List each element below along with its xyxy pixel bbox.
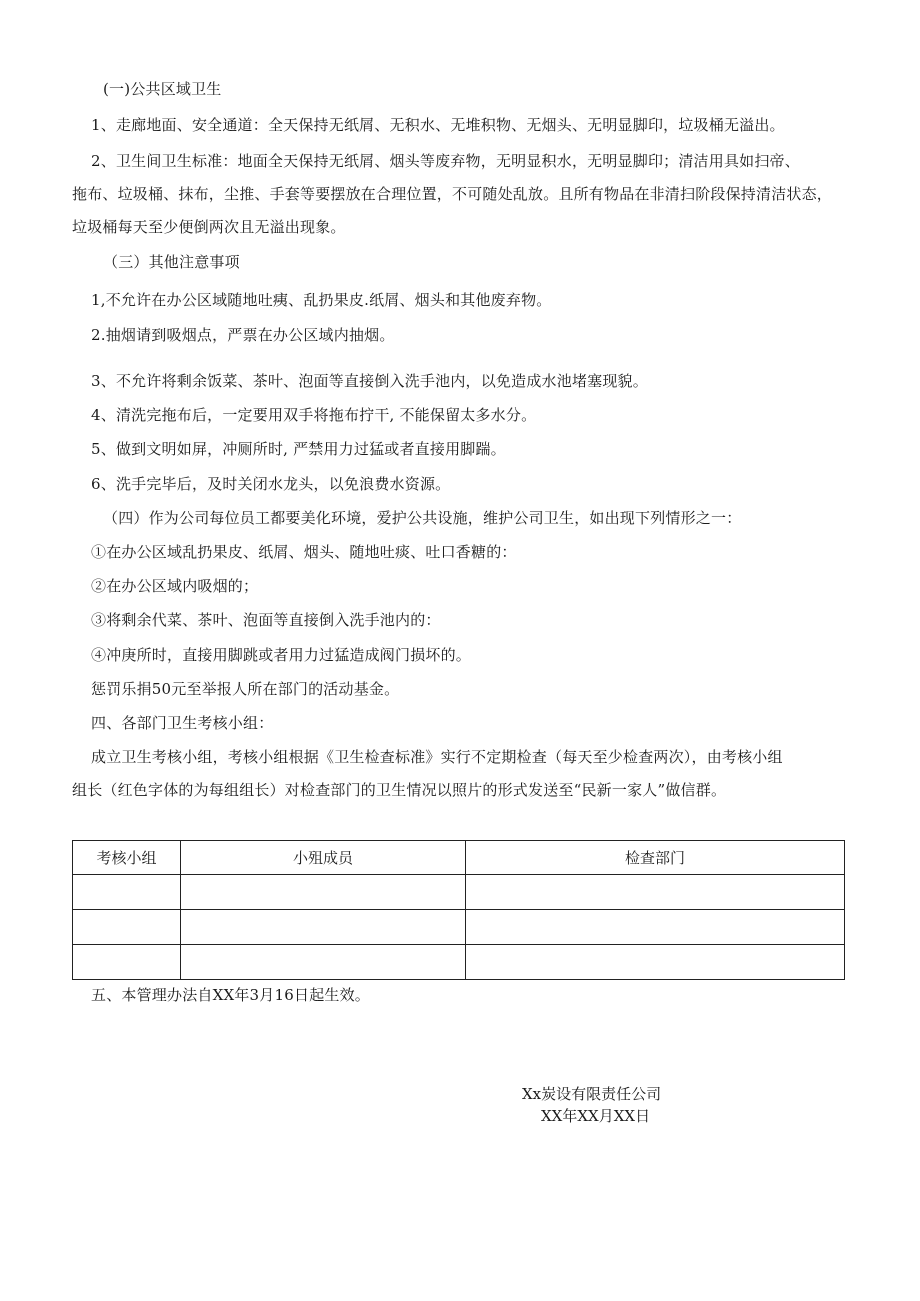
other-note-2: 2.抽烟请到吸烟点，严票在办公区域内抽烟。 (91, 326, 395, 344)
other-note-6: 6、洗手完毕后，及时关闭水龙头，以免浪费水资源。 (91, 475, 451, 493)
public-area-item-1: 1、走廊地面、安全通道：全天保持无纸屑、无积水、无堆积物、无烟头、无明显脚印，垃圾桶无溢出。 (91, 116, 785, 134)
penalty-result: 惩罚乐捐50元至举报人所在部门的活动基金。 (91, 680, 400, 698)
header-members: 小殂成员 (181, 841, 466, 875)
table-row (73, 875, 845, 910)
signature-date: XX年XX月XX日 (541, 1107, 651, 1125)
penalty-case-2: ②在办公区域内吸烟的； (91, 577, 259, 595)
team-paragraph-line-1: 成立卫生考核小组，考核小组根据《卫生检查标准》实行不定期检查（每天至少检查两次），由考核小组 (91, 748, 783, 766)
public-area-item-2-line-2: 拖布、垃圾桶、抹布，尘推、手套等要摆放在合理位置，不可随处乱放。且所有物品在非清扫阶段保持清洁状态， (72, 185, 833, 203)
inspection-team-table (72, 840, 845, 980)
signature-company: Xx炭设有限责任公司 (522, 1085, 662, 1103)
table-row (73, 945, 845, 980)
other-note-3: 3、不允许将剩余饭菜、茶叶、泡面等直接倒入洗手池内，以免造成水池堵塞现貌。 (91, 372, 648, 390)
other-note-1: 1,不允许在办公区域随地吐痍、乱扔果皮.纸屑、烟头和其他废弃物。 (91, 291, 552, 309)
table-header-row (73, 841, 845, 875)
table-cell (466, 875, 845, 910)
table-cell (181, 875, 466, 910)
penalty-case-3: ③将剩余代菜、茶叶、泡面等直接倒入洗手池内的： (91, 611, 441, 629)
public-area-item-2-line-1: 2、卫生间卫生标准：地面全天保持无纸屑、烟头等废弃物，无明显积水，无明显脚印；清洁用具如扫帝、 (91, 152, 800, 170)
other-note-5: 5、做到文明如屏，冲厕所时, 严禁用力过猛或者直接用脚踹。 (91, 440, 506, 458)
effective-date-clause: 五、本管理办法自XX年3月16日起生效。 (91, 986, 370, 1004)
public-area-item-2-line-3: 垃圾桶每天至少便倒两次且无溢出现象。 (72, 218, 346, 236)
table-cell (181, 910, 466, 945)
other-note-4: 4、清洗完拖布后，一定要用双手将拖布拧干, 不能保留太多水分。 (91, 406, 537, 424)
header-team: 考核小组 (73, 841, 181, 875)
other-notes-heading: （三）其他注意事项 (103, 253, 240, 271)
table-cell (73, 945, 181, 980)
table-row (73, 910, 845, 945)
team-heading: 四、各部门卫生考核小组： (91, 714, 274, 732)
table-cell (73, 875, 181, 910)
penalty-intro: （四）作为公司每位员工都要美化环境，爱护公共设施，维护公司卫生，如出现下列情形之一： (103, 509, 742, 527)
table-cell (466, 945, 845, 980)
team-paragraph-line-2: 组长（红色字体的为每组组长）对检查部门的卫生情况以照片的形式发送至“民新一家人”做信群。 (72, 781, 727, 799)
header-department: 检查部门 (466, 841, 845, 875)
penalty-case-1: ①在办公区域乱扔果皮、纸屑、烟头、随地吐痰、吐口香糖的： (91, 543, 517, 561)
table-cell (466, 910, 845, 945)
table-cell (181, 945, 466, 980)
public-area-heading: (一)公共区域卫生 (103, 80, 222, 98)
table-cell (73, 910, 181, 945)
penalty-case-4: ④冲庚所时，直接用脚跳或者用力过猛造成阀门损坏的。 (91, 646, 472, 664)
